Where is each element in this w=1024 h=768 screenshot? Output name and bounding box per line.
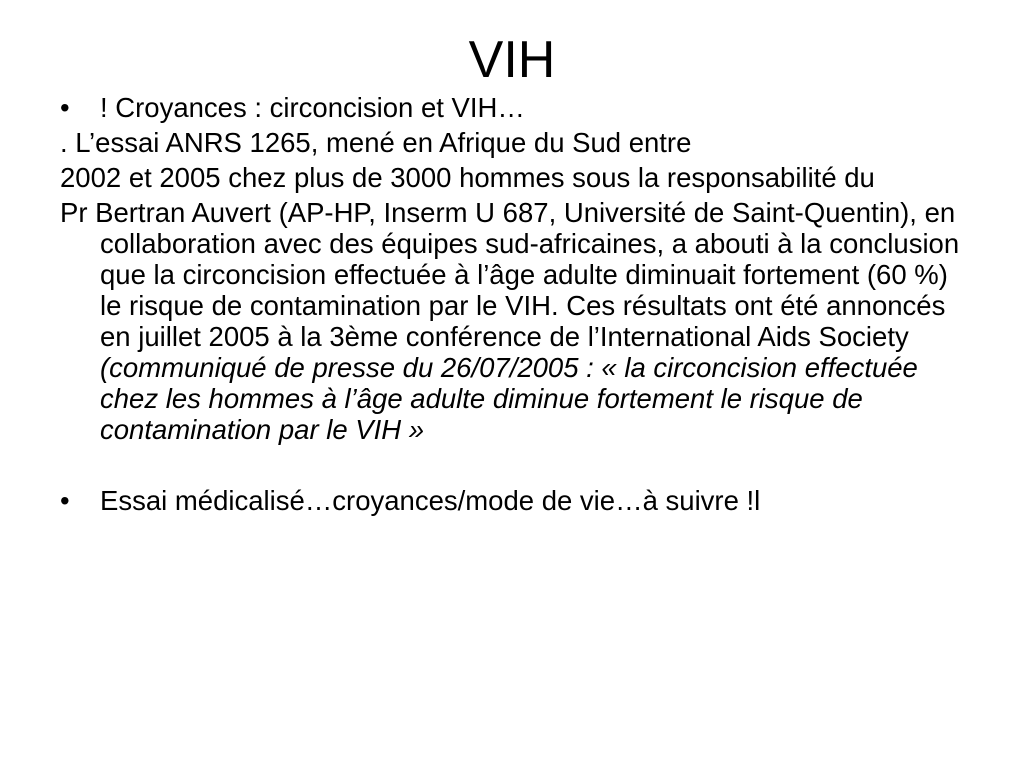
bullet-item-beliefs (60, 92, 970, 123)
bullet-text-beliefs: ! Croyances : circoncision et VIH… (100, 92, 525, 123)
paragraph-trial-period: 2002 et 2005 chez plus de 3000 hommes sous la responsabilité du (60, 162, 875, 193)
bullet-glyph: • (60, 485, 70, 516)
trial-results-text: Pr Bertran Auvert (AP-HP, Inserm U 687, Université de Saint-Quentin), en collaboration avec des équipes sud-africaines, a abouti à la conclusion que la circoncision effectuée à l’âge adulte diminuait fortement (60 %) le risque de contamination par le VIH. Ces résultats ont été annoncés en juillet 2005 à la 3ème conférence de l’International Aids Society (60, 197, 960, 352)
slide-title: VIH (468, 31, 556, 89)
bullet-text-medical-trial: Essai médicalisé…croyances/mode de vie…à suivre !l (100, 485, 761, 516)
press-release-quote: (communiqué de presse du 26/07/2005 : « la circoncision effectuée chez les hommes à l’âge adulte diminue fortement le risque de contamination par le VIH » (100, 352, 918, 445)
bullet-glyph: • (60, 92, 70, 123)
paragraph-trial-results (60, 197, 970, 445)
spacer (60, 449, 970, 485)
bullet-item-medical-trial (60, 485, 970, 516)
slide-body (60, 92, 970, 520)
paragraph-anrs-trial: . L’essai ANRS 1265, mené en Afrique du Sud entre (60, 127, 692, 158)
